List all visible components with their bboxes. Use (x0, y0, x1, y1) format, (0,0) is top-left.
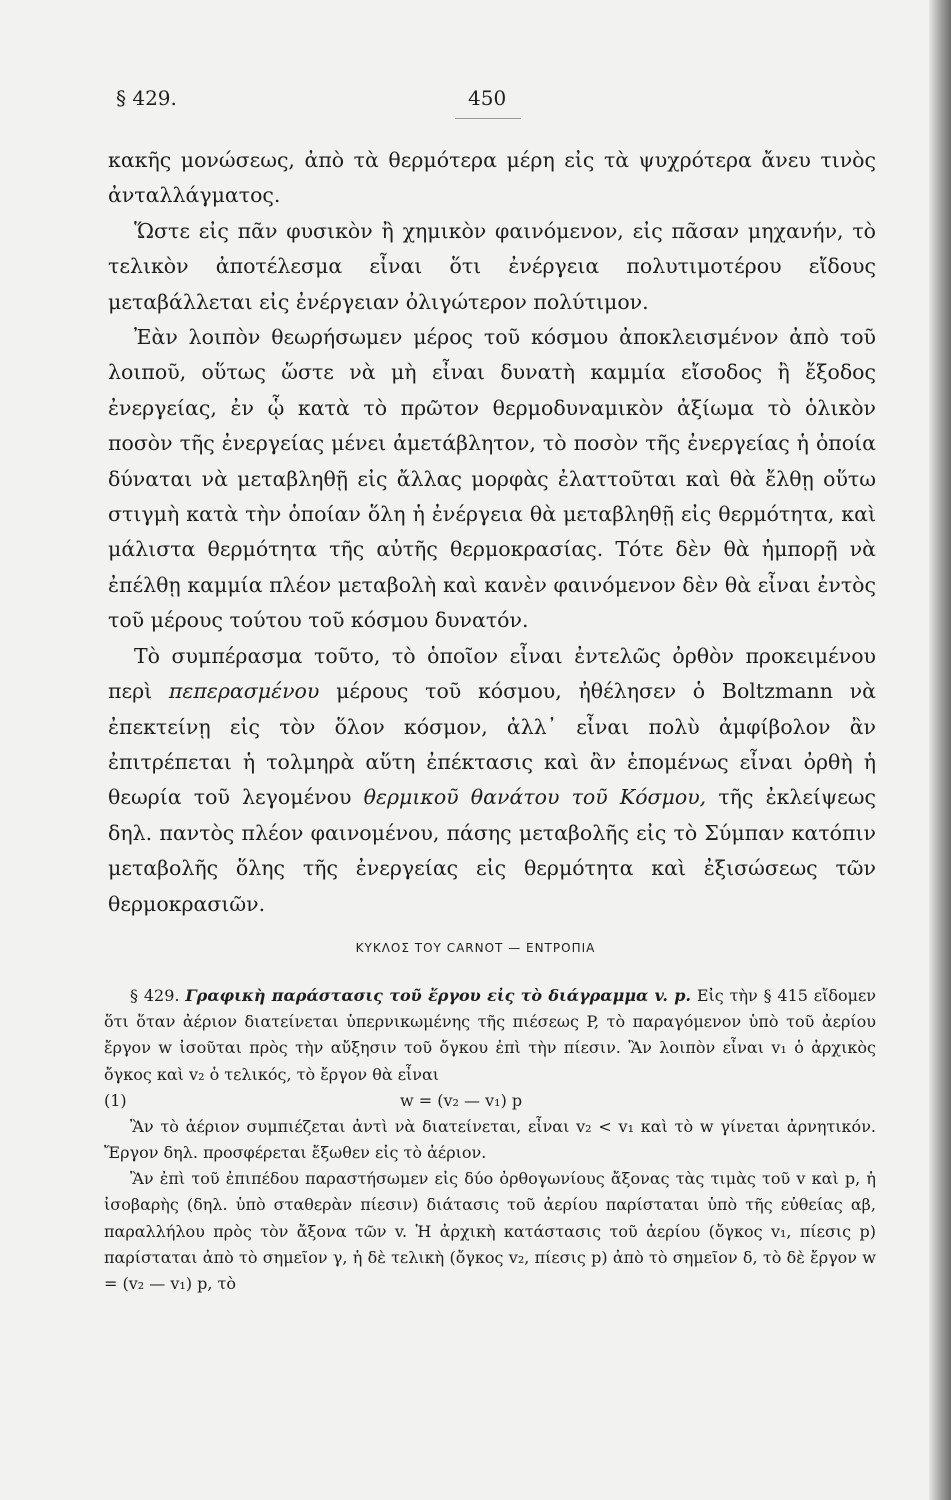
equation-line (104, 1088, 876, 1114)
p4-part-c: τῆς ἐκλείψεως δηλ. παντὸς πλέον φαινομένου, πάσης μεταβολῆς εἰς τὸ Σύμπαν κατόπιν μεταβολῆς ὅλης τῆς ἐνεργείας εἰς θερμότητα καὶ ἐξισώσεως τῶν θερμοκρασιῶν. (108, 785, 876, 916)
page-binding-edge (929, 0, 951, 1500)
section-body: Εἰς τὴν § 415 εἴδομεν ὅτι ὅταν ἀέριον διατείνεται ὑπερνικωμένης τῆς πιέσεως P, τὸ παραγόμενον ὑπὸ τοῦ ἀερίου ἔργον w ἰσοῦται πρὸς τὴν αὔξησιν τοῦ ὄγκου ἐπὶ τὴν πίεσιν. Ἂν λοιπὸν εἶναι v₁ ὁ ἀρχικὸς ὄγκος καὶ v₂ ὁ τελικός, τὸ ἔργον θὰ εἶναι (104, 986, 877, 1084)
diagram-paragraph: Ἂν ἐπὶ τοῦ ἐπιπέδου παραστήσωμεν εἰς δύο ὀρθογωνίους ἄξονας τὰς τιμὰς τοῦ v καὶ p, ἡ ἰσοβαρὴς (δηλ. ὑπὸ σταθερὰν πίεσιν) διάτασις τοῦ ἀερίου παρίσταται ὑπὸ τῆς εὐθείας αβ, παραλλήλου πρὸς τὸν ἄξονα τῶν v. Ἡ ἀρχικὴ κατάστασις τοῦ ἀερίου (ὄγκος v₁, πίεσις p) παρίσταται ἀπὸ τὸ σημεῖον γ, ἡ δὲ τελικὴ (ὄγκος v₂, πίεσις p) ἀπὸ τὸ σημεῖον δ, τὸ δὲ ἔργον w = (v₂ — v₁) p, τὸ (104, 1169, 876, 1294)
equation-formula: w = (v₂ — v₁) p (400, 1090, 523, 1110)
compression-paragraph: Ἂν τὸ ἀέριον συμπιέζεται ἀντὶ νὰ διατείνεται, εἶναι v₂ < v₁ καὶ τὸ w γίνεται ἀρνητικόν. Ἔργον δηλ. προσφέρεται ἔξωθεν εἰς τὸ ἀέριον. (104, 1116, 876, 1163)
p4-italic-finite: πεπερασμένου (168, 679, 320, 704)
section-title: ΚΥΚΛΟΣ ΤΟΥ CARNOT — ΕΝΤΡΟΠΙΑ (355, 941, 596, 955)
equation-number: (1) (104, 1090, 127, 1110)
p4-part-a: Τὸ συμπέρασμα τοῦτο, τὸ ὁποῖον εἶναι ἐντελῶς ὀρθὸν προκειμένου περὶ (108, 643, 876, 704)
paragraph-4 (108, 639, 876, 922)
section-number: § 429. (130, 986, 180, 1005)
small-text (104, 983, 876, 1297)
running-section-ref: § 429. (116, 86, 177, 110)
p4-italic-heat-death: θερμικοῦ θανάτου τοῦ Κόσμου, (363, 785, 707, 810)
p4-part-b: μέρους τοῦ κόσμου, ἠθέλησεν ὁ Boltzmann νὰ ἐπεκτείνῃ εἰς τὸν ὅλον κόσμον, ἀλλ᾽ εἶναι πολὺ ἀμφίβολον ἂν ἐπιτρέπεται ἡ τολμηρὰ αὕτη ἐπέκτασις καὶ ἂν ἑπομένως εἶναι ὀρθὴ ἡ θεωρία τοῦ λεγομένου (108, 679, 876, 810)
header-rule (455, 118, 521, 119)
paragraph-1: κακῆς μονώσεως, ἀπὸ τὰ θερμότερα μέρη εἰς τὰ ψυχρότερα ἄνευ τινὸς ἀνταλλάγματος. (108, 148, 876, 208)
section-heading: Γραφικὴ παράστασις τοῦ ἔργου εἰς τὸ διάγραμμα v. p. (185, 986, 691, 1005)
section-429-paragraph (104, 983, 876, 1088)
page-number: 450 (468, 86, 507, 110)
paragraph-3: Ἐὰν λοιπὸν θεωρήσωμεν μέρος τοῦ κόσμου ἀποκλεισμένον ἀπὸ τοῦ λοιποῦ, οὕτως ὥστε νὰ μὴ εἶναι δυνατὴ καμμία εἴσοδος ἢ ἔξοδος ἐνεργείας, ἐν ᾧ κατὰ τὸ πρῶτον θερμοδυναμικὸν ἀξίωμα τὸ ὁλικὸν ποσὸν τῆς ἐνεργείας μένει ἀμετάβλητον, τὸ ποσὸν τῆς ἐνεργείας ἡ ὁποία δύναται νὰ μεταβληθῇ εἰς ἄλλας μορφὰς ἐλαττοῦται καὶ θὰ ἔλθῃ οὕτω στιγμὴ κατὰ τὴν ὁποίαν ὅλη ἡ ἐνέργεια θὰ μεταβληθῇ εἰς θερμότητα, καὶ μάλιστα θερμότητα τῆς αὐτῆς θερμοκρασίας. Τότε δὲν θὰ ἠμπορῇ νὰ ἐπέλθῃ καμμία πλέον μεταβολὴ καὶ κανὲν φαινόμενον δὲν θὰ εἶναι ἐντὸς τοῦ μέρους τούτου τοῦ κόσμου δυνατόν. (108, 325, 876, 633)
paragraph-2: Ὥστε εἰς πᾶν φυσικὸν ἢ χημικὸν φαινόμενον, εἰς πᾶσαν μηχανήν, τὸ τελικὸν ἀποτέλεσμα εἶναι ὅτι ἐνέργεια πολυτιμοτέρου εἴδους μεταβάλλεται εἰς ἐνέργειαν ὀλιγώτερον πολύτιμον. (108, 218, 876, 314)
main-text (108, 143, 876, 922)
